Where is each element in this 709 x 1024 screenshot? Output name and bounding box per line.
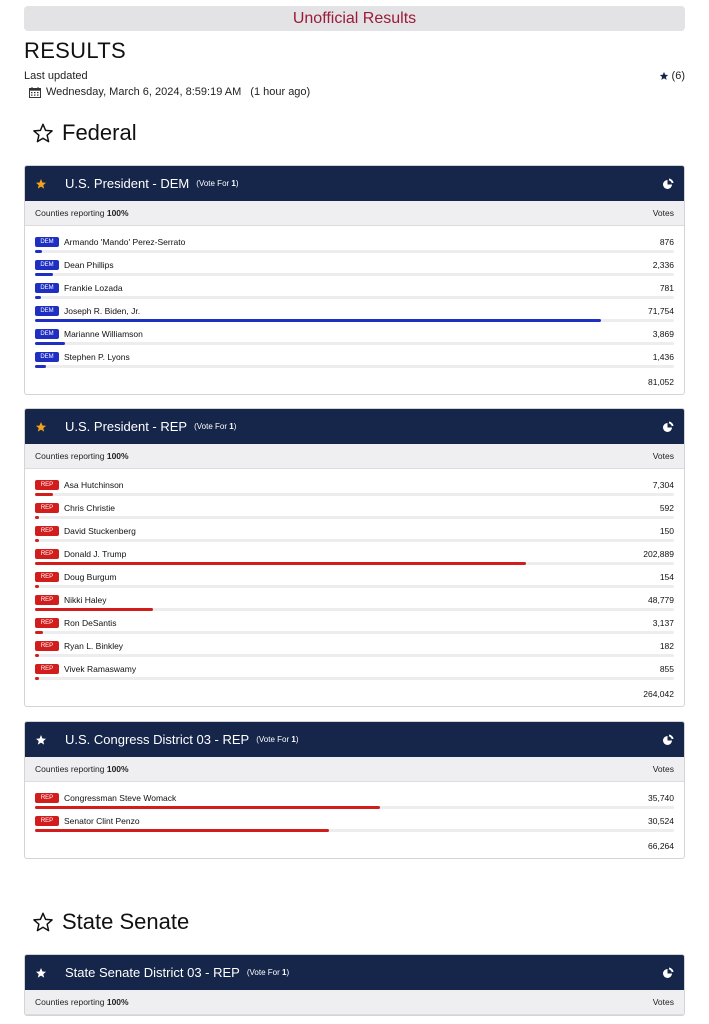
- pie-chart-icon[interactable]: [662, 734, 674, 746]
- vote-share-bar: [35, 493, 53, 496]
- candidate-votes: 154: [659, 572, 674, 582]
- star-outline-icon[interactable]: [32, 122, 54, 144]
- party-badge: REP: [35, 816, 59, 826]
- vote-for-label: (Vote For 1): [196, 179, 239, 188]
- party-badge: REP: [35, 572, 59, 582]
- vote-share-bar: [35, 365, 46, 368]
- vote-share-bar: [35, 273, 53, 276]
- vote-share-bar: [35, 516, 39, 519]
- vote-share-bar: [35, 585, 39, 588]
- candidate-votes: 35,740: [648, 793, 674, 803]
- candidate-list: [25, 226, 684, 372]
- vote-for-label: (Vote For 1): [194, 422, 237, 431]
- counties-reporting: Counties reporting 100%: [35, 451, 129, 461]
- section-title: Federal: [62, 120, 137, 145]
- candidate-name: Marianne Williamson: [64, 329, 143, 339]
- race-header: [25, 166, 684, 201]
- candidate-votes: 150: [659, 526, 674, 536]
- candidate-votes: 1,436: [652, 352, 674, 362]
- candidate-votes: 2,336: [652, 260, 674, 270]
- race-card: [24, 408, 685, 707]
- candidate-row: [35, 813, 674, 836]
- candidate-name: Donald J. Trump: [64, 549, 127, 559]
- vote-share-track: [35, 365, 674, 368]
- party-badge: DEM: [35, 306, 59, 316]
- section-title: State Senate: [62, 909, 190, 934]
- vote-share-track: [35, 608, 674, 611]
- reporting-bar: [25, 990, 684, 1015]
- candidate-row: [35, 638, 674, 661]
- party-badge: REP: [35, 641, 59, 651]
- favorite-star-icon[interactable]: [35, 421, 47, 433]
- last-updated-ago: (1 hour ago): [250, 86, 311, 98]
- candidate-row: [35, 661, 674, 684]
- candidate-row: [35, 546, 674, 569]
- party-badge: REP: [35, 549, 59, 559]
- section-state-senate: [32, 909, 189, 935]
- candidate-votes: 781: [659, 283, 674, 293]
- vote-share-track: [35, 829, 674, 832]
- vote-share-track: [35, 654, 674, 657]
- candidate-row: [35, 500, 674, 523]
- candidate-votes: 855: [659, 664, 674, 674]
- party-badge: DEM: [35, 283, 59, 293]
- vote-share-bar: [35, 250, 42, 253]
- vote-share-track: [35, 806, 674, 809]
- candidate-row: [35, 592, 674, 615]
- vote-share-track: [35, 539, 674, 542]
- candidate-list: [25, 469, 684, 684]
- race-header: [25, 955, 684, 990]
- last-updated-row: [29, 86, 310, 98]
- candidate-list: [25, 782, 684, 836]
- party-badge: REP: [35, 595, 59, 605]
- vote-for-label: (Vote For 1): [246, 968, 290, 977]
- star-outline-icon[interactable]: [32, 911, 54, 933]
- vote-share-track: [35, 516, 674, 519]
- unofficial-results-banner: Unofficial Results: [24, 6, 685, 31]
- candidate-name: Ryan L. Binkley: [64, 641, 124, 651]
- race-total-votes: 66,264: [648, 841, 674, 851]
- candidate-name: Joseph R. Biden, Jr.: [64, 306, 141, 316]
- candidate-name: Doug Burgum: [64, 572, 117, 582]
- race-total-votes: 81,052: [648, 377, 674, 387]
- pie-chart-icon[interactable]: [662, 967, 674, 979]
- race-card: [24, 165, 685, 395]
- vote-for-label: (Vote For 1): [256, 735, 299, 744]
- favorites-count-link[interactable]: [659, 70, 685, 82]
- party-badge: REP: [35, 664, 59, 674]
- vote-share-track: [35, 677, 674, 680]
- vote-share-track: [35, 250, 674, 253]
- race-title: U.S. President - DEM: [65, 176, 190, 191]
- candidate-row: [35, 326, 674, 349]
- candidate-name: Nikki Haley: [64, 595, 107, 605]
- vote-share-bar: [35, 319, 601, 322]
- calendar-icon: [29, 87, 41, 98]
- party-badge: REP: [35, 503, 59, 513]
- candidate-row: [35, 349, 674, 372]
- candidate-name: Frankie Lozada: [64, 283, 123, 293]
- vote-share-bar: [35, 677, 39, 680]
- votes-column-header: Votes: [652, 451, 674, 461]
- vote-share-bar: [35, 631, 43, 634]
- candidate-votes: 3,137: [652, 618, 674, 628]
- race-card: [24, 954, 685, 1016]
- section-federal: [32, 120, 137, 146]
- candidate-name: Armando 'Mando' Perez-Serrato: [64, 237, 186, 247]
- candidate-votes: 30,524: [648, 816, 674, 826]
- vote-share-track: [35, 319, 674, 322]
- candidate-name: Ron DeSantis: [64, 618, 117, 628]
- candidate-votes: 3,869: [652, 329, 674, 339]
- candidate-row: [35, 280, 674, 303]
- last-updated-value: Wednesday, March 6, 2024, 8:59:19 AM: [46, 86, 242, 98]
- race-title: U.S. Congress District 03 - REP: [65, 732, 250, 747]
- candidate-votes: 71,754: [648, 306, 674, 316]
- favorite-star-icon[interactable]: [35, 967, 47, 979]
- reporting-bar: [25, 444, 684, 469]
- candidate-row: [35, 234, 674, 257]
- candidate-votes: 182: [659, 641, 674, 651]
- favorites-count: (6): [671, 70, 685, 82]
- star-icon: [659, 71, 669, 81]
- candidate-votes: 7,304: [652, 480, 674, 490]
- counties-reporting: Counties reporting 100%: [35, 764, 129, 774]
- vote-share-bar: [35, 608, 153, 611]
- party-badge: REP: [35, 618, 59, 628]
- candidate-row: [35, 523, 674, 546]
- vote-share-bar: [35, 654, 39, 657]
- candidate-votes: 592: [659, 503, 674, 513]
- vote-share-track: [35, 631, 674, 634]
- race-title: U.S. President - REP: [65, 419, 188, 434]
- party-badge: DEM: [35, 237, 59, 247]
- favorite-star-icon[interactable]: [35, 734, 47, 746]
- last-updated-label: Last updated: [24, 70, 88, 82]
- vote-share-bar: [35, 296, 41, 299]
- candidate-row: [35, 569, 674, 592]
- candidate-name: Dean Phillips: [64, 260, 114, 270]
- votes-column-header: Votes: [652, 997, 674, 1007]
- pie-chart-icon[interactable]: [662, 178, 674, 190]
- candidate-row: [35, 615, 674, 638]
- race-header: [25, 409, 684, 444]
- candidate-votes: 202,889: [643, 549, 674, 559]
- candidate-name: Congressman Steve Womack: [64, 793, 177, 803]
- page-title: RESULTS: [24, 38, 126, 63]
- candidate-row: [35, 477, 674, 500]
- candidate-name: Vivek Ramaswamy: [64, 664, 137, 674]
- candidate-votes: 876: [659, 237, 674, 247]
- vote-share-bar: [35, 539, 39, 542]
- candidate-name: David Stuckenberg: [64, 526, 136, 536]
- votes-column-header: Votes: [652, 764, 674, 774]
- party-badge: DEM: [35, 260, 59, 270]
- vote-share-track: [35, 296, 674, 299]
- party-badge: REP: [35, 526, 59, 536]
- counties-reporting: Counties reporting 100%: [35, 208, 129, 218]
- vote-share-bar: [35, 829, 329, 832]
- race-header: [25, 722, 684, 757]
- reporting-bar: [25, 201, 684, 226]
- counties-reporting: Counties reporting 100%: [35, 997, 129, 1007]
- votes-column-header: Votes: [652, 208, 674, 218]
- vote-share-track: [35, 585, 674, 588]
- party-badge: DEM: [35, 352, 59, 362]
- vote-share-track: [35, 342, 674, 345]
- vote-share-bar: [35, 562, 526, 565]
- vote-share-track: [35, 562, 674, 565]
- favorite-star-icon[interactable]: [35, 178, 47, 190]
- race-card: [24, 721, 685, 859]
- race-total-votes: 264,042: [643, 689, 674, 699]
- candidate-votes: 48,779: [648, 595, 674, 605]
- reporting-bar: [25, 757, 684, 782]
- vote-share-track: [35, 493, 674, 496]
- candidate-row: [35, 303, 674, 326]
- candidate-name: Senator Clint Penzo: [64, 816, 140, 826]
- candidate-name: Chris Christie: [64, 503, 116, 513]
- candidate-name: Stephen P. Lyons: [64, 352, 130, 362]
- party-badge: REP: [35, 793, 59, 803]
- candidate-row: [35, 257, 674, 280]
- candidate-row: [35, 790, 674, 813]
- candidate-name: Asa Hutchinson: [64, 480, 124, 490]
- party-badge: DEM: [35, 329, 59, 339]
- vote-share-track: [35, 273, 674, 276]
- vote-share-bar: [35, 806, 380, 809]
- vote-share-bar: [35, 342, 65, 345]
- pie-chart-icon[interactable]: [662, 421, 674, 433]
- party-badge: REP: [35, 480, 59, 490]
- race-title: State Senate District 03 - REP: [65, 965, 240, 980]
